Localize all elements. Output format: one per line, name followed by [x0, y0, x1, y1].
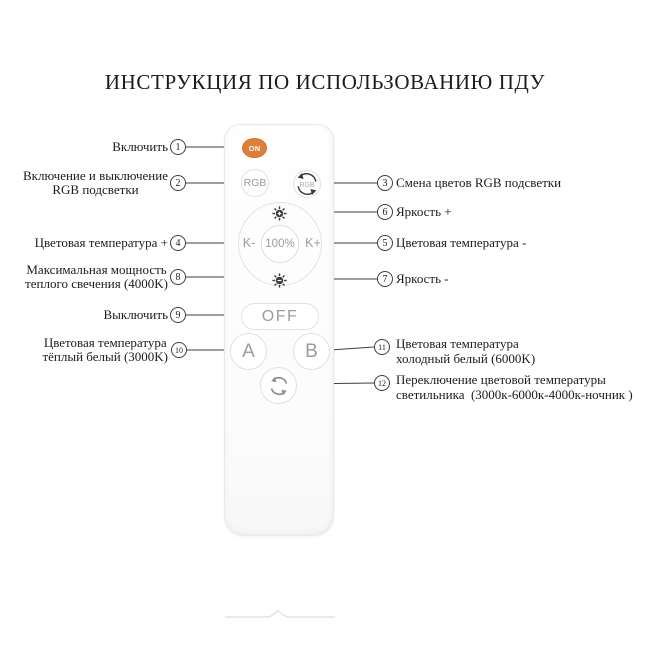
- callout-12-marker: [374, 375, 390, 391]
- callout-7-label: Яркость -: [396, 271, 449, 286]
- callout-5-number: 5: [382, 237, 388, 249]
- callout-8-number: 8: [175, 271, 181, 283]
- callout-6-label: Яркость +: [396, 204, 452, 219]
- callout-12-label: Переключение цветовой температуры светильника (3000к-6000к-4000к-ночник ): [396, 372, 633, 402]
- callout-3-label: Смена цветов RGB подсветки: [396, 175, 562, 190]
- callout-8-marker: [170, 269, 186, 285]
- circular-arrows-icon: [268, 375, 290, 397]
- rgb-button: RGB: [241, 169, 269, 197]
- callout-3-marker: [377, 175, 393, 191]
- callout-6-number: 6: [382, 206, 388, 218]
- callout-6-marker: [377, 204, 393, 220]
- brightness-up-icon: [272, 206, 287, 221]
- callout-4-number: 4: [175, 237, 181, 249]
- k-plus-button: K+: [305, 236, 321, 250]
- callout-1-number: 1: [175, 141, 181, 153]
- callout-7-marker: [377, 271, 393, 287]
- callout-2-label: Включение и выключение RGB подсветки: [22, 168, 168, 197]
- button-b: B: [293, 333, 330, 370]
- max-power-button: 100%: [261, 225, 299, 263]
- callout-9-number: 9: [175, 309, 181, 321]
- callout-7-number: 7: [382, 273, 388, 285]
- callout-2-number: 2: [175, 177, 181, 189]
- callout-1-label: Включить: [112, 139, 168, 154]
- callout-11-marker: [374, 339, 390, 355]
- callout-11-label: Цветовая температура холодный белый (6000K): [396, 336, 536, 366]
- callout-4-marker: [170, 235, 186, 251]
- mode-cycle-button: [260, 367, 297, 404]
- remote-control: [224, 124, 334, 536]
- callout-10-marker: [171, 342, 187, 358]
- callout-2-marker: [170, 175, 186, 191]
- off-button: OFF: [241, 303, 319, 330]
- callout-5-marker: [377, 235, 393, 251]
- callout-8-label: Максимальная мощность теплого свечения (4000K): [25, 262, 168, 291]
- callout-12-number: 12: [378, 378, 386, 388]
- callout-4-label: Цветовая температура +: [34, 235, 168, 250]
- callout-3-number: 3: [382, 177, 388, 189]
- rgb-cycle-button: [293, 170, 321, 198]
- callout-11-number: 11: [378, 342, 386, 352]
- battery-cover-line: [225, 609, 335, 629]
- circular-arrows-icon: [294, 171, 320, 197]
- k-minus-button: K-: [242, 236, 256, 250]
- callout-9-label: Выключить: [103, 307, 168, 322]
- callout-1-marker: [170, 139, 186, 155]
- rgb-cycle-label: RGB: [299, 181, 315, 189]
- callout-10-number: 10: [175, 345, 183, 355]
- brightness-down-icon: [272, 273, 287, 288]
- on-button: ON: [242, 138, 267, 158]
- callout-5-label: Цветовая температура -: [396, 235, 527, 250]
- button-a: A: [230, 333, 267, 370]
- page-title: ИНСТРУКЦИЯ ПО ИСПОЛЬЗОВАНИЮ ПДУ: [104, 70, 546, 94]
- callout-10-label: Цветовая температура тёплый белый (3000K): [42, 335, 168, 364]
- callout-9-marker: [170, 307, 186, 323]
